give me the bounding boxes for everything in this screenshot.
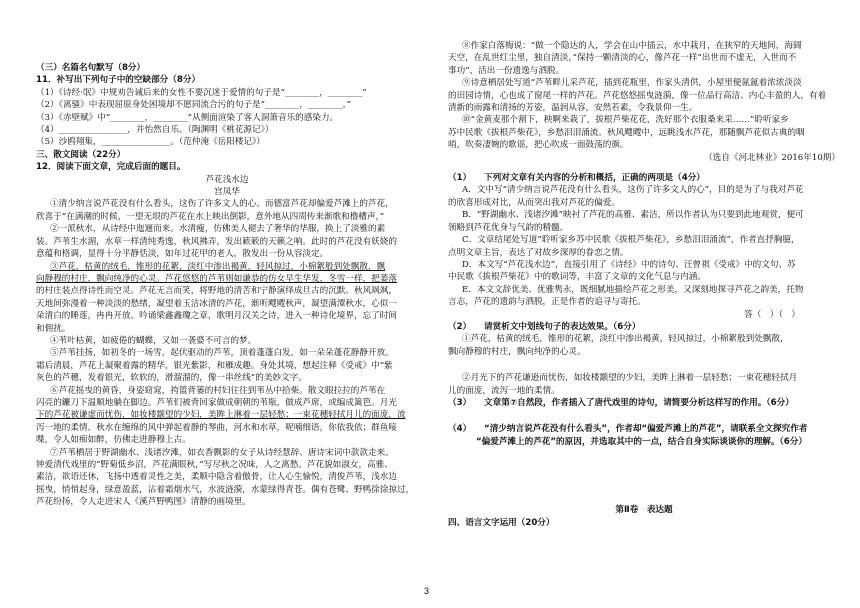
paragraph-6-line: 泻一地的柔情。秋水在缠绵的风中弹起着静的琴曲，河水和水草，呢喃细语，你依我依；群鱼唼 [36, 422, 397, 433]
essay-source: （选自《河北林业》2016年10期） [704, 152, 840, 163]
answer-blank[interactable]: 答（ ）（ ） [744, 309, 800, 320]
left-column [36, 0, 418, 509]
question-11-item-2: （2）《离骚》中表现屈原身处困境却不愿同流合污的句子是“________，________。” [36, 100, 352, 111]
sub-question-4-line: “偏爱芦滩上的芦花”的原因，并选取其中的一点，结合自身实际谈谈你的理解。（6分） [476, 436, 807, 447]
page-number: 3 [424, 586, 430, 596]
paragraph-6-line: 喋，令人如痴如醉，仿佛走进静穆上古。 [36, 435, 191, 446]
option-c-line: C．文章结尾处写道“聆听家乡苏中民歌《拔根芦柴花》，乡愁泪泪涌流”，作者直抒胸臆， [462, 235, 800, 246]
sub-question-1: （1） 下列对文章有关内容的分析和概括，正确的两项是（4分） [448, 173, 705, 184]
paragraph-2-line: ②一派秋水，从诗经中迤逦而来。水清瘦，仿佛美人褪去了奢华的华服，换上了淡雅的素 [50, 224, 386, 235]
paragraph-3-line: 天地间弥漫着一种淡淡的愁绪，凝望着玉洁冰清的芦花，渐听飕飕秋声，凝望满潭秋水，心似一 [36, 298, 397, 309]
paragraph-7-line: ⑦芦苇栖居于野湖幽水、浅诸汐滩，如衣香飘影的女子从诗经慧辞、唐诗宋词中款款走来。 [50, 447, 394, 458]
option-b-line: 领略到芦花优身与气韵的精髓。 [448, 222, 569, 233]
paragraph-6-line: 闪亮的鐮刀下温顺地躺在脚边。芦苇们被背回家做成朝朝的苇瓶，做成芦席，或编成篱笆。月光 [36, 397, 397, 408]
paragraph-10-line: ⑩“金黄麦那个割下，秧啊来栽了，拔根芦柴花花，洗好那个衣服桑来采……”聆听家乡 [462, 115, 789, 126]
question-11-item-1: （1）《诗经·氓》中规劝告诫后来的女性不要沉迷于爱情的句子是“________，________” [36, 87, 367, 98]
paragraph-2-line: 意蕴和格调，显得十分平静恬淡，如年过花甲的老人，散发出一份从容淡定。 [36, 249, 329, 260]
paragraph-8-line: ⑧作家白落梅说：“做一个隐达的人，学会在山中插云，水中栽月，在狭窄的天地间，海阔 [462, 41, 802, 51]
paragraph-3-line: 和佣扰。 [36, 323, 71, 334]
paragraph-7-line: 芦花纷扬，令人走进宋人《溪芦野鸭图》清静的画境里。 [36, 497, 251, 508]
option-a-line: 的欣喜形成对比，从而突出我对芦花的偏爱。 [448, 197, 620, 208]
question-11-item-3: （3）《赤壁赋》中“________，________”从侧面渲染了客人洞箫音乐的感染力。 [36, 112, 339, 123]
paragraph-7-line: 钟爱清代戏里的“野菊低乡沼，芦花满眼秋，”写尽秋之况味，人之离愁。芦花貌如淑女，高雅、 [36, 460, 393, 470]
option-a-line: A．文中写“清少纳言说芦花没有什么看头，这伤了许多文人的心”，目的是为了与我对芦花 [462, 185, 804, 196]
essay-author: 宫凤华 [214, 187, 240, 198]
option-b-line: B．“野湖幽水、浅诸汐滩”映衬了芦花的高雅、素洁，所以作者认为只要到此地观赏，便可 [462, 210, 804, 221]
paragraph-9-line: 的田园诗情，心也成了窗尾一样的芦花。芦花悠悠摇曳涟漪，像一位品行高洁、内心丰盈的人，有着 [448, 90, 827, 101]
option-d-line: 中民歌《拔根芦柴花》中的歌词等，丰富了文章的文化气息与内涵。 [448, 272, 706, 283]
paragraph-9-line: 清新的雨露和清扬的芳姿，温润从容，安然若素，令我景仰一生。 [448, 103, 698, 114]
option-e-line: E．本文文辞优美、优雅隽永，既细腻地描绘芦花之形美，又深刻地探寻芦花之韵美，托物 [462, 284, 804, 295]
paragraph-7-line: 摇曳，悄悄起身，绿意盈蓝，沾着霜烟水气，水波涟漪，水蒙绿得青苍。偶有苍鹭、野鸭徐徐掠过， [36, 484, 415, 495]
paragraph-5-line: 霜后清晨，芦花上凝聚着露的精华，银光紫影，和雁成趣。身处其境，想起注释《受戒》中“紫 [36, 360, 393, 371]
option-c-line: 点明文章主旨，表达了对故乡深厚的眷恋之情。 [448, 247, 629, 258]
sub-question-3: （3） 文章第⑦自然段，作者插入了唐代戏里的诗句，请简要分析这样写的作用。（6分） [448, 397, 794, 408]
paragraph-1-line: ①清少纳言说芦花没有什么看头，这伤了许多文人的心。而德富芦花却偏爱芦滩上的芦花， [50, 199, 394, 210]
paragraph-8-line: 事功”，活出一份遗逸与洒脱。 [448, 65, 565, 76]
analysis-item-2-line: 儿的面庞，流泻一地的柔情。 [448, 385, 560, 396]
analysis-item-2-line: ②月光下的芦花谦逊而忧伤，如妆楼颥望的少妇，美眸上淋着一层轻愁；一束花穗轻拭月 [462, 373, 798, 384]
paragraph-1-line: 欣喜于“在满潮的时候，一望无垠的芦花在水上映出倒影，意外地从四周传来渐歌和橹槽声，” [36, 211, 385, 222]
paragraph-6-underlined-line: 下的芦花被谦虚而忧伤，如妆楼颥望的少妇，美眸上淋着一层轻愁；一束花穗轻拭月儿的面庞，流 [36, 410, 406, 421]
paragraph-9-line: ⑨诗意栖居处写道“芦苇畔儿采芦花，插到花瓶里，作家头清供，小屋里便氤氲着浓浓淡淡 [462, 78, 802, 89]
part-two-title: 第Ⅱ卷 表达题 [615, 505, 673, 516]
option-d-line: D．本文写“芦花浅水边”，直接引用了《诗经》中的诗句、汪曾祺《受戒》中的文句、苏 [462, 259, 796, 270]
question-11: 11．补写出下列句子中的空缺部分（8分） [36, 75, 201, 86]
section-heading-language: 四、语言文字运用（20分） [448, 517, 555, 528]
section-heading-essay: 三、散文阅读（22分） [36, 149, 126, 160]
paragraph-3-line: 的村庄装点得诗性而空灵。芦花无言而笑，将野地的清苦和宁静演绎成旦古的沉默。秋风飒飒， [36, 286, 397, 297]
sub-question-4-line: （4） “清少纳言说芦花没有什么看头”，作者却“偏爱芦滩上的芦花”，请联系全文探究作者 [448, 424, 808, 435]
sub-question-2: （2） 请赏析文中划线句子的表达效果。（6分） [448, 321, 641, 332]
paragraph-7-line: 素洁，欲语还休，飞扬中透着灵性之美，柔顺中隐含着傲骨，让人心生愉悦，清俊芦苇，浅水边 [36, 472, 397, 483]
paragraph-3-underlined-line: 向静穆的村庄，飘向纯净的心灵。芦花悠悠的芦苇则如谦恭的仿女早生华发，冬雪一样，把萎落 [36, 273, 397, 284]
paragraph-3-line: 朵清白的睡莲，冉冉开放。吟诵梁鑫鑫瓊之章，歌明月汉关之诗，进入一种诗化境界，忘了时间 [36, 311, 397, 322]
paragraph-4: ④苇叶枯黄，如疲倦的蝴蝶，又如一袭婆不可言的梦。 [50, 335, 257, 346]
section-heading-recitation: （三）名篇名句默写（8分） [36, 63, 146, 73]
question-12: 12．阅读下面文章，完成后面的题目。 [36, 162, 186, 173]
paragraph-5-line: ⑤芦苇挂扬，如初冬的一场雪，起伏驱动的芦苇，顶着蓬蓬白发，如一朵朵蓬花静静开放。 [50, 348, 394, 359]
analysis-item-1-line: ①芦花，枯黄的绒毛，锥形的花絮，淡红中渗出褐黄，轻风掠过，小棉絮般到处飘散， [462, 334, 789, 345]
paragraph-10-line: 哨，吹奏凄婉的歌谣，把心吹成一面鼓荡的旗。 [448, 140, 629, 151]
paragraph-3-underlined-line: ③芦花，枯黄的绒毛，锥形的花絮，淡红中渗出褐黄，轻风掠过，小棉絮般到处飘散，飘 [50, 261, 386, 272]
paragraph-5-line: 灰色的芦穗，发着银光，软软的，滑溜溜的，像一串丝线”的美妙文字。 [36, 373, 307, 384]
paragraph-8-line: 天空，在乱世红尘里，独自清淡，”保持一颗清淡的心，像芦花一样“出世而不虚无，入世而不 [448, 53, 797, 64]
paragraph-6-line: ⑥芦花摇曳的黄昏，身姿窈窕，挎篮背篓的村妇往往到苇丛中拾柴。散文眼拉拉的芦苇在 [50, 385, 386, 396]
question-11-item-4: （4）________________，并怡然自乐。（陶渊明《桃花源记》） [36, 125, 274, 136]
analysis-item-1-line: 飘向静穆的村庄，飘向纯净的心灵。 [448, 346, 586, 357]
essay-title: 芦花浅水边 [205, 174, 249, 185]
paragraph-10-line: 苏中民歌《拔根芦柴花》，乡愁泪泪涌流。秋风飕飕中，远眺浅水芦花，那随飘芦花似古典的咽 [448, 127, 805, 138]
question-11-item-5: （5）沙鸥翔集，________________。（范仲淹《岳阳楼记》） [36, 137, 265, 148]
right-column [448, 0, 840, 529]
option-e-line: 言志，芦花的遗韵与洒脱，正是作者的追寻与寄托。 [448, 297, 646, 308]
paragraph-2-line: 装。芦苇生水湄，水草一样清纯秀逸，秋风拂弄，发出簌簌的天籁之响。此时的芦花没有妖娆的 [36, 236, 397, 247]
